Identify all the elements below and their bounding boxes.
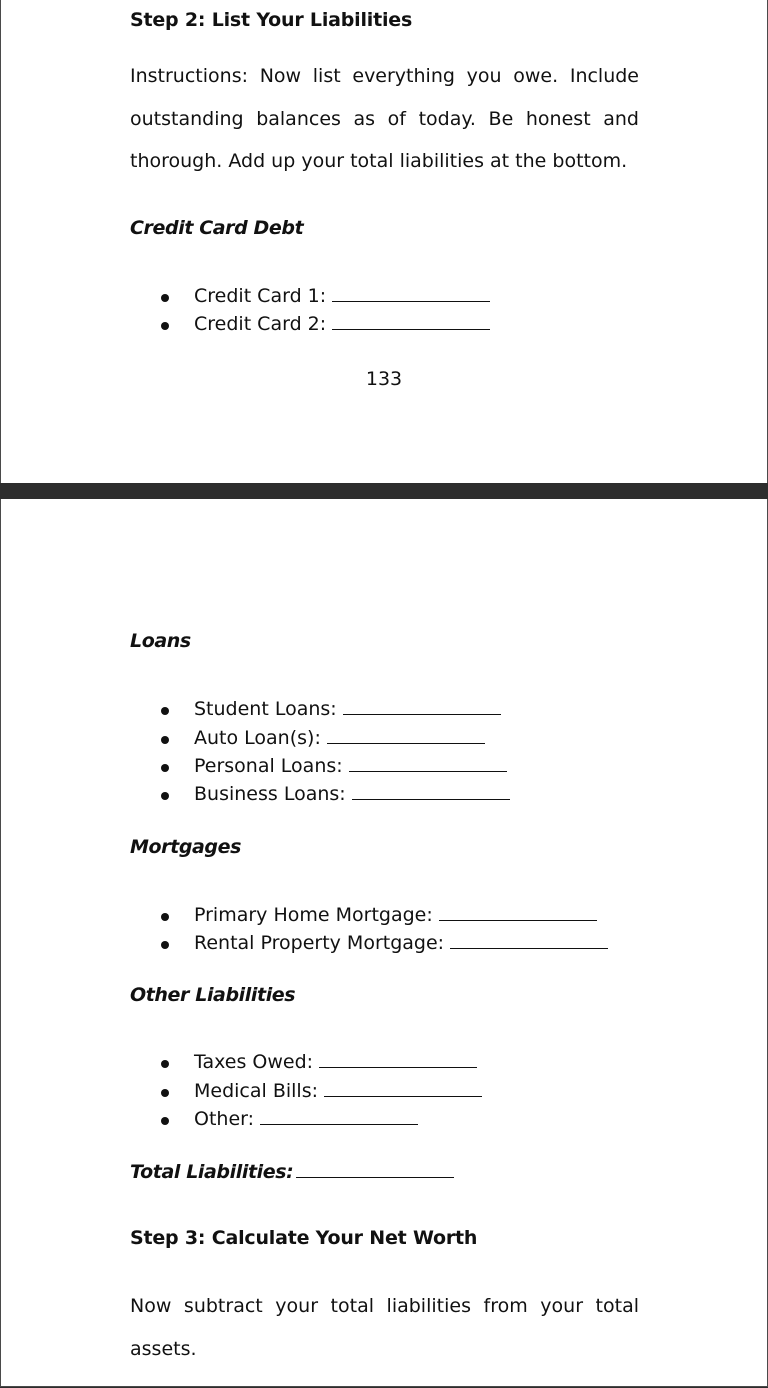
fill-in-blank [296,1176,454,1178]
fill-in-blank [332,300,490,302]
instructions-line-1: Instructions: Now list everything you owe. Include [130,65,639,87]
document-page-134 [0,499,768,1387]
document-page-133 [0,0,768,483]
list-item-taxes-owed: Taxes Owed: [194,1051,477,1073]
bullet-icon [161,1117,169,1125]
fill-in-blank [349,770,507,772]
bullet-icon [161,294,169,302]
list-item-other: Other: [194,1108,418,1130]
fill-in-blank [260,1123,418,1125]
fill-in-blank [352,798,510,800]
step-3-heading: Step 3: Calculate Your Net Worth [130,1227,478,1249]
instructions-line-2: outstanding balances as of today. Be honest and [130,108,639,130]
list-item-rental-property-mortgage: Rental Property Mortgage: [194,932,608,954]
fill-in-blank [319,1066,477,1068]
bullet-icon [161,941,169,949]
fill-in-blank [439,919,597,921]
step-2-heading: Step 2: List Your Liabilities [130,9,413,31]
mortgages-heading: Mortgages [130,836,242,858]
bullet-icon [161,1089,169,1097]
list-item-medical-bills: Medical Bills: [194,1080,482,1102]
list-item-primary-home-mortgage: Primary Home Mortgage: [194,904,597,926]
loans-heading: Loans [130,630,191,652]
other-liabilities-heading: Other Liabilities [130,984,296,1006]
step-3-text-line-1: Now subtract your total liabilities from your total [130,1295,639,1317]
list-item-credit-card-1: Credit Card 1: [194,285,490,307]
fill-in-blank [327,742,485,744]
bullet-icon [161,913,169,921]
fill-in-blank [324,1095,482,1097]
instructions-line-3: thorough. Add up your total liabilities at the bottom. [130,150,628,172]
total-liabilities-line: Total Liabilities: [130,1161,454,1183]
list-item-personal-loans: Personal Loans: [194,755,507,777]
page-number: 133 [365,368,403,390]
bullet-icon [161,707,169,715]
bullet-icon [161,792,169,800]
bullet-icon [161,736,169,744]
credit-card-debt-heading: Credit Card Debt [130,217,304,239]
list-item-credit-card-2: Credit Card 2: [194,313,490,335]
bullet-icon [161,1060,169,1068]
fill-in-blank [332,328,490,330]
list-item-business-loans: Business Loans: [194,783,510,805]
list-item-student-loans: Student Loans: [194,698,501,720]
fill-in-blank [450,947,608,949]
list-item-auto-loans: Auto Loan(s): [194,727,485,749]
fill-in-blank [343,713,501,715]
bullet-icon [161,322,169,330]
step-3-text-line-2: assets. [130,1338,197,1360]
bullet-icon [161,764,169,772]
